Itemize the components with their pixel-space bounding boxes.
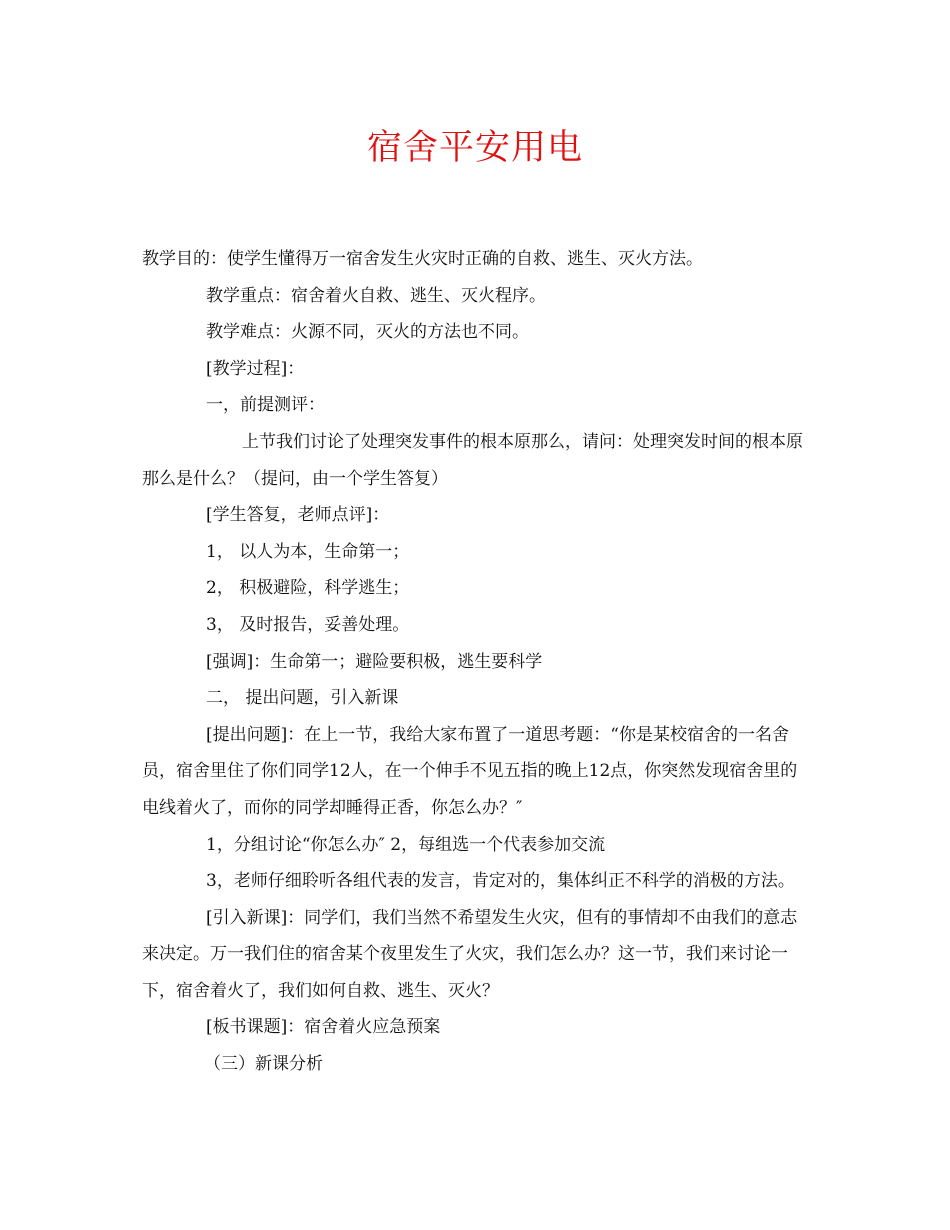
paragraph-teacher-listen: 3，老师仔细聆听各组代表的发言，肯定对的，集体纠正不科学的消极的方法。 [206,871,795,892]
paragraph-question: [提出问题]：在上一节，我给大家布置了一道思考题：“你是某校宿舍的一名舍员，宿舍里住了你们同学12人，在一个伸手不见五指的晚上12点，你突然发现宿舍里的电线着火了，而你的同学却睡得正香，你怎么办？″ [142,724,798,818]
paragraph-objective: 教学目的：使学生懂得万一宿舍发生火灾时正确的自救、逃生、灭火方法。 [142,249,703,269]
paragraph-section-one: 一，前提测评： [206,395,325,416]
list-item: 2， 积极避险，科学逃生； [206,578,410,599]
paragraph-discussion: 1，分组讨论“你怎么办″ 2，每组选一个代表参加交流 [206,834,606,855]
page-title: 宿舍平安用电 [366,128,583,168]
list-item: 3， 及时报告，妥善处理。 [206,614,410,635]
paragraph-difficulty: 教学难点：火源不同，灭火的方法也不同。 [206,322,529,343]
paragraph-key-point: 教学重点：宿舍着火自救、逃生、灭火程序。 [206,285,546,306]
paragraph-section-three: （三）新课分析 [204,1054,323,1075]
paragraph-section-two: 二， 提出问题，引入新课 [206,688,399,709]
list-item: 1， 以人为本，生命第一； [206,541,410,562]
paragraph-process-heading: [教学过程]： [206,358,305,379]
paragraph-student-answer: [学生答复，老师点评]： [206,505,390,526]
paragraph-review-question: 上节我们讨论了处理突发事件的根本原那么，请问：处理突发时间的根本原那么是什么？（提问，由一个学生答复） [142,431,803,489]
paragraph-introduction: [引入新课]：同学们，我们当然不希望发生火灾，但有的事情却不由我们的意志来决定。万一我们住的宿舍某个夜里发生了火灾，我们怎么办？这一节，我们来讨论一下，宿舍着火了，我们如何自救、逃生、灭火？ [142,907,798,1001]
paragraph-board-title: [板书课题]：宿舍着火应急预案 [206,1017,441,1038]
document-body [142,241,814,1083]
paragraph-emphasis: [强调]：生命第一；避险要积极，逃生要科学 [206,651,543,672]
